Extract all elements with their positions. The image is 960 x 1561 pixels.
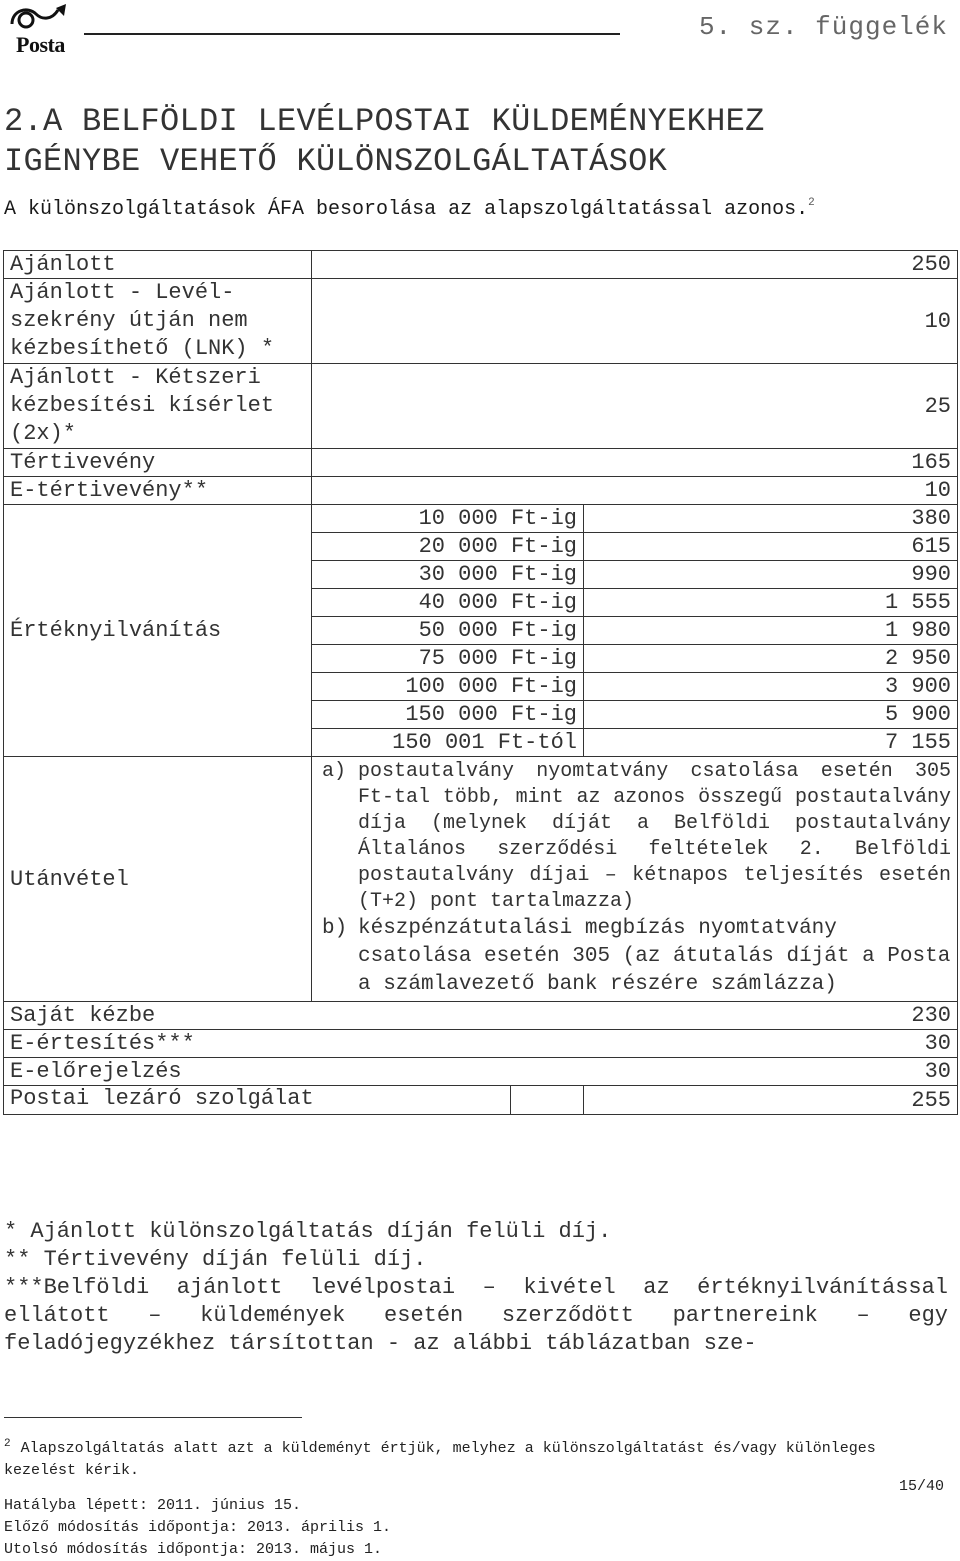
service-name: E-tértivevény** [4,477,312,505]
notes [4,1218,948,1358]
table-row [4,1058,958,1086]
appendix-label: 5. sz. függelék [698,12,948,42]
page-number: 15/40 [898,1478,944,1495]
tier-price: 3 900 [584,673,958,701]
cod-condition-a [322,759,951,915]
service-name-line: (2x)* [10,421,77,446]
service-price: 255 [584,1086,958,1115]
tier-price: 2 950 [584,645,958,673]
footnote-ref: 2 [808,197,815,209]
note-2: ** Tértivevény díján felüli díj. [4,1247,427,1272]
service-price: 25 [312,364,958,449]
vat-note [4,197,815,221]
tier-price: 1 980 [584,617,958,645]
table-row [4,1002,958,1030]
service-name-line: Ajánlott - Kétszeri [10,365,261,390]
tier-price: 1 555 [584,589,958,617]
service-price: 250 [312,251,958,279]
tier-limit: 75 000 Ft-ig [312,645,584,673]
service-name-line: szekrény útján nem [10,308,248,333]
cod-conditions [312,757,958,1002]
service-price: 10 [312,279,958,364]
tier-limit: 150 001 Ft-tól [312,729,584,757]
service-name-line: kézbesíthető (LNK) * [10,336,275,361]
value-declaration-label: Értéknyilvánítás [4,505,312,757]
posta-logo [6,2,72,60]
service-price: 230 [312,1002,958,1030]
tier-limit: 30 000 Ft-ig [312,561,584,589]
meta-last: Utolsó módosítás időpontja: 2013. május 1. [4,1541,383,1558]
cod-row [4,757,958,1002]
cod-text-b: készpénzátutalási megbízás nyomtatvány csatolása esetén 305 (az átutalás díját a Posta a számlavezető bank részére számlázza) [358,917,951,996]
tier-limit: 50 000 Ft-ig [312,617,584,645]
table-row [4,279,958,364]
service-name: E-előrejelzés [4,1058,312,1086]
tier-limit: 10 000 Ft-ig [312,505,584,533]
table-row [4,364,958,449]
tier-limit: 100 000 Ft-ig [312,673,584,701]
price-table [3,250,958,1115]
note-1: * Ajánlott különszolgáltatás díján felüli díj. [4,1219,612,1244]
value-tier-row [4,505,958,533]
table-row [4,251,958,279]
service-name-line: kézbesítési kísérlet [10,393,275,418]
page-title [4,102,954,182]
document-meta [4,1495,391,1561]
service-price: 10 [312,477,958,505]
tier-price: 7 155 [584,729,958,757]
service-name: Saját kézbe [4,1002,312,1030]
vat-note-text: A különszolgáltatások ÁFA besorolása az alapszolgáltatással azonos. [4,198,809,221]
service-name: Tértivevény [4,449,312,477]
service-price: 165 [312,449,958,477]
service-price: 30 [312,1058,958,1086]
tier-limit: 20 000 Ft-ig [312,533,584,561]
cod-text-a: postautalvány nyomtatvány csatolása esetén 305 Ft-tal több, mint az azonos összegű postautalvány díja (melynek díját a Belföldi postautalvány Általános szerződési feltételek 2. Belföldi postautalvány díjai – kétnapos teljesítés esetén (T+2) pont tartalmazza) [358,760,951,913]
meta-previous: Előző módosítás időpontja: 2013. április 1. [4,1519,392,1536]
cod-marker-a: a) [322,760,347,783]
cod-condition-b [322,915,951,999]
service-name: E-értesítés*** [4,1030,312,1058]
table-row [4,449,958,477]
table-row [4,1086,958,1115]
title-line-2: IGÉNYBE VEHETŐ KÜLÖNSZOLGÁLTATÁSOK [4,143,668,180]
cod-label: Utánvétel [4,757,312,1002]
tier-price: 615 [584,533,958,561]
footnote [4,1433,944,1482]
service-name [4,364,312,449]
service-name [4,279,312,364]
service-price: 30 [312,1030,958,1058]
closing-divider [510,1086,511,1114]
service-name: Ajánlott [4,251,312,279]
title-line-1: 2.A BELFÖLDI LEVÉLPOSTAI KÜLDEMÉNYEKHEZ [4,103,765,140]
header-rule [84,33,620,35]
cod-marker-b: b) [322,917,348,940]
service-name-line: Ajánlott - Levél- [10,280,235,305]
table-row [4,1030,958,1058]
footnote-rule [4,1417,302,1418]
note-3: ***Belföldi ajánlott levélpostai – kivétel az értéknyilvánítással ellátott – küldemények esetén szerződött partnereink – egy feladójegyzékhez társítottan - az alábbi táblázatban sze- [4,1275,948,1356]
tier-limit: 150 000 Ft-ig [312,701,584,729]
tier-price: 380 [584,505,958,533]
table-row [4,477,958,505]
posthorn-icon [6,2,72,36]
tier-limit: 40 000 Ft-ig [312,589,584,617]
closing-label: Postai lezáró szolgálat [10,1086,314,1111]
tier-price: 5 900 [584,701,958,729]
tier-price: 990 [584,561,958,589]
footnote-number: 2 [4,1438,11,1450]
footnote-text: Alapszolgáltatás alatt azt a küldeményt értjük, melyhez a különszolgáltatást és/vagy különleges kezelést kérik. [4,1440,876,1479]
meta-effective: Hatályba lépett: 2011. június 15. [4,1497,302,1514]
logo-text: Posta [16,32,65,57]
service-name [4,1086,584,1115]
closing-cell [10,1086,583,1114]
